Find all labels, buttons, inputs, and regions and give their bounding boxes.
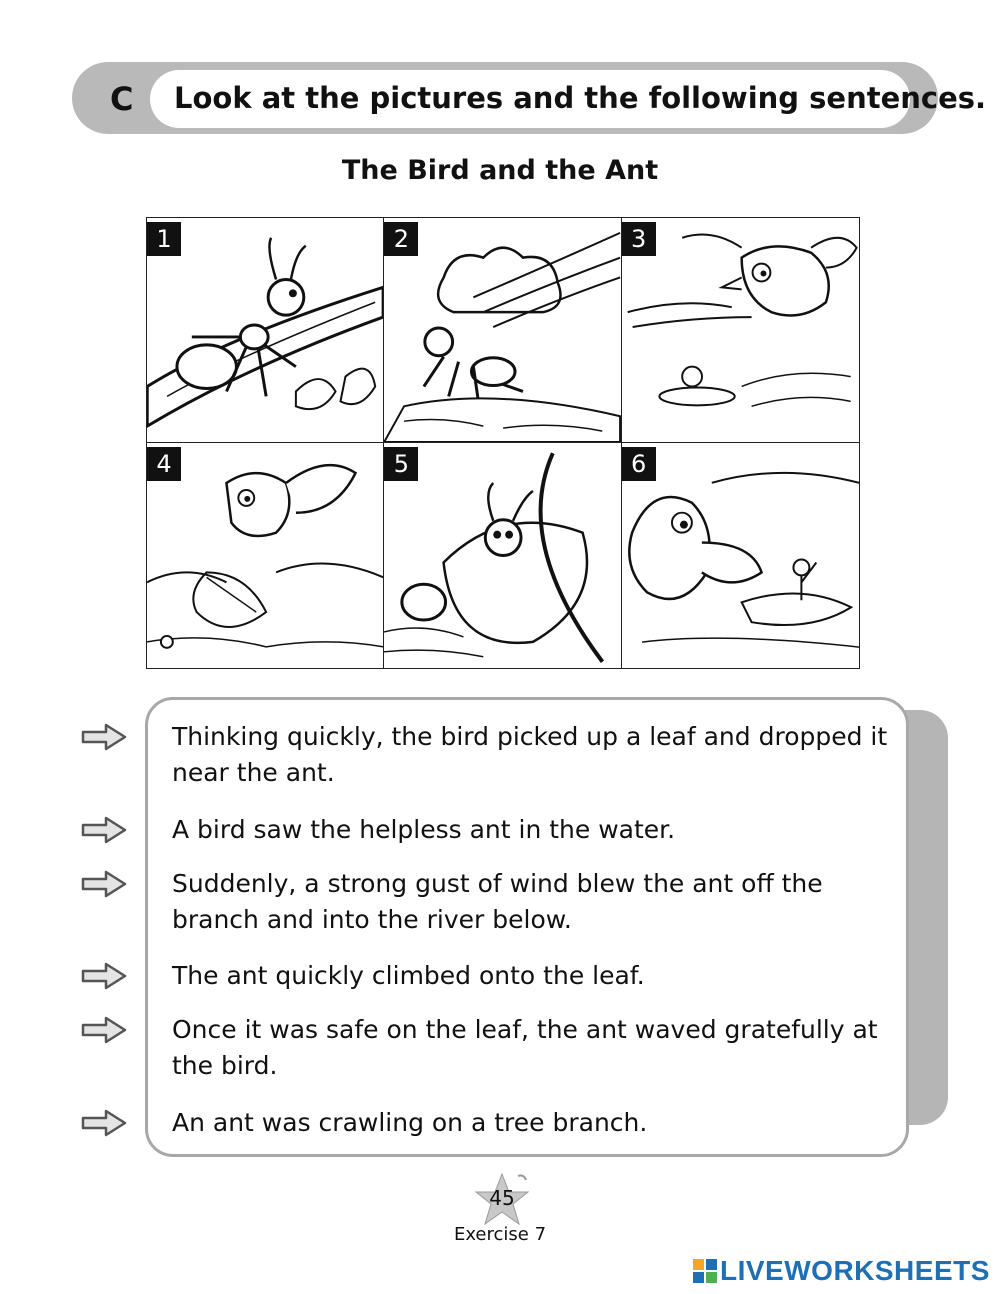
picture-panel-4 bbox=[147, 443, 384, 668]
bird-sees-ant-illustration bbox=[622, 218, 859, 442]
bird-drops-leaf-illustration bbox=[147, 443, 383, 668]
story-title: The Bird and the Ant bbox=[341, 155, 659, 186]
picture-grid bbox=[146, 217, 860, 669]
ant-waves-at-bird-illustration bbox=[622, 443, 859, 668]
sentence-5: Once it was safe on the leaf, the ant waved gratefully at the bird. bbox=[172, 1015, 878, 1080]
wind-blows-ant-illustration bbox=[384, 218, 620, 442]
picture-panel-1 bbox=[147, 218, 384, 443]
ant-climbs-leaf-illustration bbox=[384, 443, 620, 668]
ant-on-branch-illustration bbox=[147, 218, 383, 442]
sentence-2: A bird saw the helpless ant in the water. bbox=[172, 815, 676, 844]
sentence-3: Suddenly, a strong gust of wind blew the ant off the branch and into the river below. bbox=[172, 869, 823, 934]
sentence-6: An ant was crawling on a tree branch. bbox=[172, 1108, 648, 1137]
sentence-4: The ant quickly climbed onto the leaf. bbox=[172, 961, 645, 990]
panel-number: 2 bbox=[384, 222, 418, 256]
exercise-label: Exercise 7 bbox=[453, 1224, 547, 1245]
logo-text: LIVEWORKSHEETS bbox=[720, 1255, 990, 1286]
arrow-icon bbox=[80, 1108, 128, 1138]
panel-number: 3 bbox=[622, 222, 656, 256]
panel-number: 1 bbox=[147, 222, 181, 256]
sentence-1: Thinking quickly, the bird picked up a leaf and dropped it near the ant. bbox=[172, 722, 888, 787]
panel-number: 4 bbox=[147, 447, 181, 481]
arrow-icon bbox=[80, 961, 128, 991]
picture-panel-3 bbox=[622, 218, 859, 443]
picture-panel-2 bbox=[384, 218, 621, 443]
panel-number: 6 bbox=[622, 447, 656, 481]
section-letter: C bbox=[110, 80, 134, 118]
page-number: 45 bbox=[489, 1186, 515, 1210]
instruction-text: Look at the pictures and the following sentences. bbox=[174, 81, 987, 115]
arrow-icon bbox=[80, 1015, 128, 1045]
liveworksheets-logo bbox=[692, 1256, 990, 1286]
panel-number: 5 bbox=[384, 447, 418, 481]
arrow-icon bbox=[80, 722, 128, 752]
arrow-icon bbox=[80, 869, 128, 899]
liveworksheets-logo-icon bbox=[692, 1258, 718, 1284]
picture-panel-6 bbox=[622, 443, 859, 668]
picture-panel-5 bbox=[384, 443, 621, 668]
arrow-icon bbox=[80, 815, 128, 845]
